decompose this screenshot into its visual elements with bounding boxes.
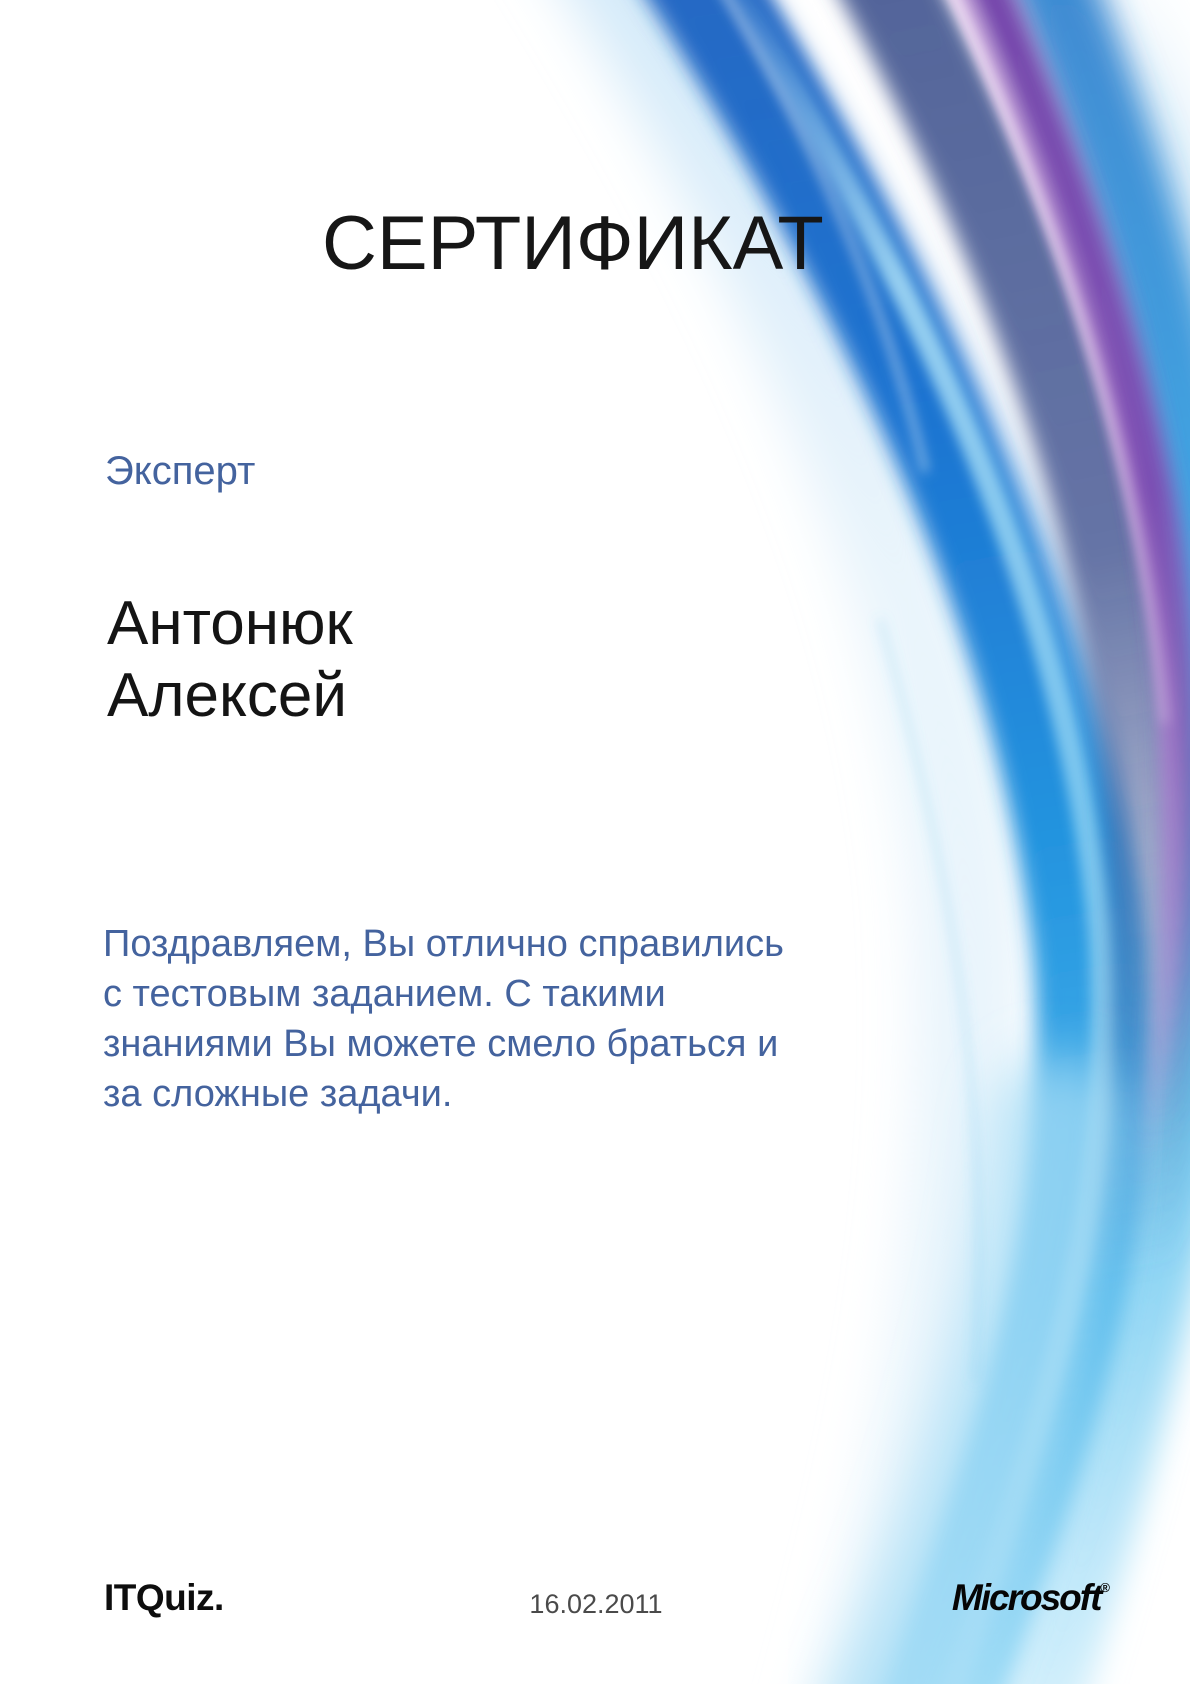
congratulation-line1: Поздравляем, Вы отлично справились [103, 923, 784, 965]
role-label: Эксперт [105, 449, 256, 493]
congratulation-line2: с тестовым заданием. С такими [103, 973, 666, 1015]
issue-date: 16.02.2011 [529, 1589, 663, 1619]
recipient-name-line1: Антонюк [107, 589, 353, 658]
recipient-name [107, 588, 353, 732]
congratulation-line3: знаниями Вы можете смело браться и [103, 1023, 779, 1065]
recipient-name-line2: Алексей [107, 661, 347, 730]
registered-trademark-symbol: ® [1100, 1580, 1110, 1595]
microsoft-wordmark: Microsoft [951, 1577, 1101, 1618]
microsoft-logo [952, 1577, 1110, 1619]
congratulation-text [103, 919, 784, 1119]
issuer-logo: ITQuiz. [104, 1577, 224, 1618]
certificate-title: СЕРТИФИКАТ [322, 201, 824, 286]
congratulation-line4: за сложные задачи. [103, 1073, 453, 1115]
